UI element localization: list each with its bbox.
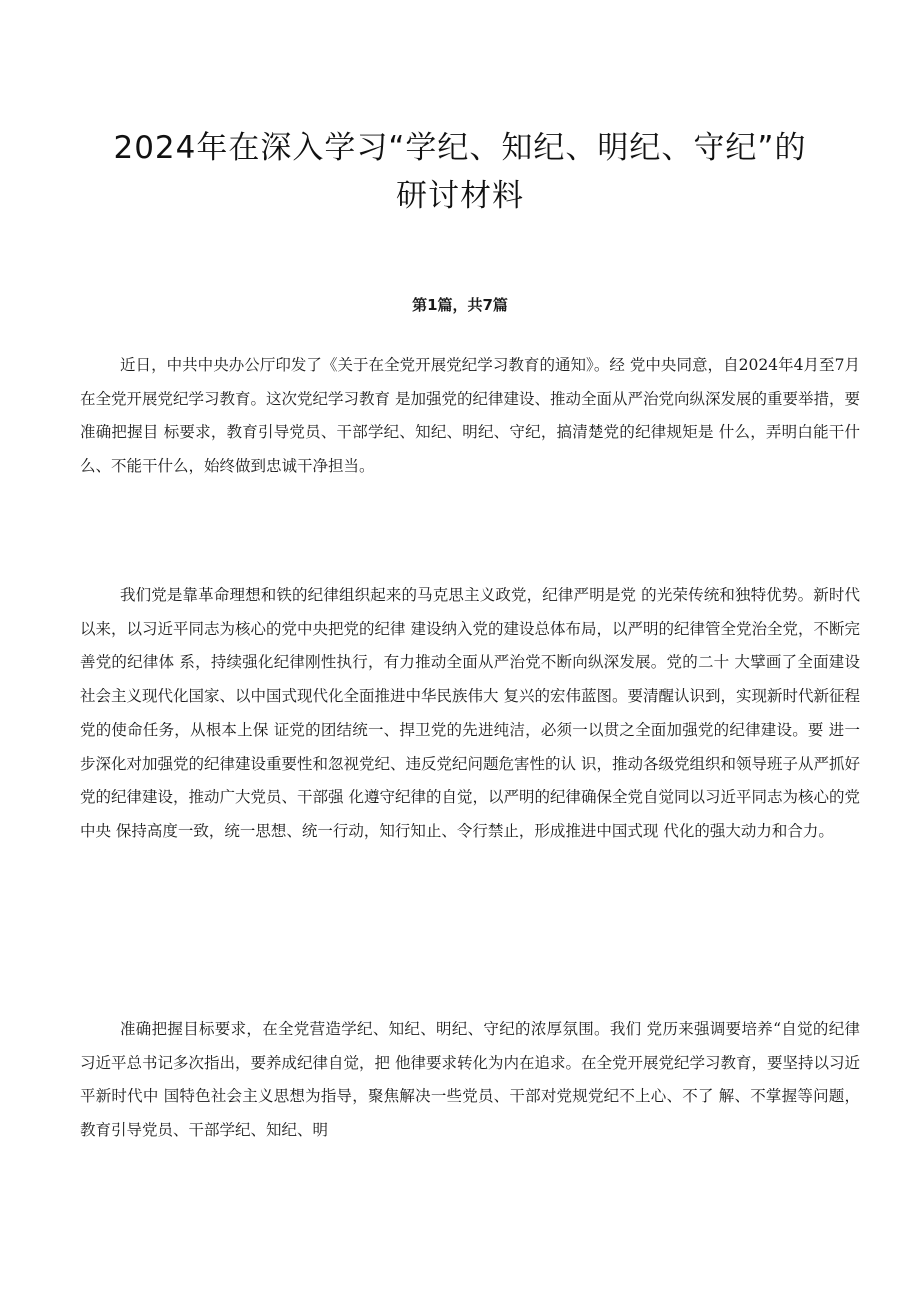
document-title-line2: 研讨材料 [396,178,524,214]
paragraph-2: 我们党是靠革命理想和铁的纪律组织起来的马克思主义政党，纪律严明是党 的光荣传统和独特优势。新时代以来，以习近平同志为核心的党中央把党的纪律 建设纳入党的建设总体布局，以严明的纪律管全党治全党，不断完善党的纪律体 系，持续强化纪律刚性执行，有力推动全面从严治党不断向纵深发展。党的二十 大擘画了全面建设社会主义现代化国家、以中国式现代化全面推进中华民族伟大 复兴的宏伟蓝图。要清醒认识到，实现新时代新征程党的使命任务，从根本上保 证党的团结统一、捍卫党的先进纯洁，必须一以贯之全面加强党的纪律建设。要 进一步深化对加强党的纪律建设重要性和忽视党纪、违反党纪问题危害性的认 识，推动各级党组织和领导班子从严抓好党的纪律建设，推动广大党员、干部强 化遵守纪律的自觉，以严明的纪律确保全党自觉同以习近平同志为核心的党中央 保持高度一致，统一思想、统一行动，知行知止、令行禁止，形成推进中国式现 代化的强大动力和合力。 [80,586,860,840]
document-title-line1: 2024年在深入学习“学纪、知纪、明纪、守纪”的 [113,130,807,166]
paragraph-1: 近日，中共中央办公厅印发了《关于在全党开展党纪学习教育的通知》。经 党中央同意，自2024年4月至7月在全党开展党纪学习教育。这次党纪学习教育 是加强党的纪律建设、推动全面从严治党向纵深发展的重要举措，要准确把握目 标要求，教育引导党员、干部学纪、知纪、明纪、守纪，搞清楚党的纪律规矩是 什么，弄明白能干什么、不能干什么，始终做到忠诚干净担当。 [80,356,860,476]
paragraph-3: 准确把握目标要求，在全党营造学纪、知纪、明纪、守纪的浓厚氛围。我们 党历来强调要培养“自觉的纪律习近平总书记多次指出，要养成纪律自觉，把 他律要求转化为内在追求。在全党开展党纪学习教育，要坚持以习近平新时代中 国特色社会主义思想为指导，聚焦解决一些党员、干部对党规党纪不上心、不了 解、不掌握等问题，教育引导党员、干部学纪、知纪、明 [80,1020,860,1140]
section-counter: 第1篇，共7篇 [412,296,508,314]
